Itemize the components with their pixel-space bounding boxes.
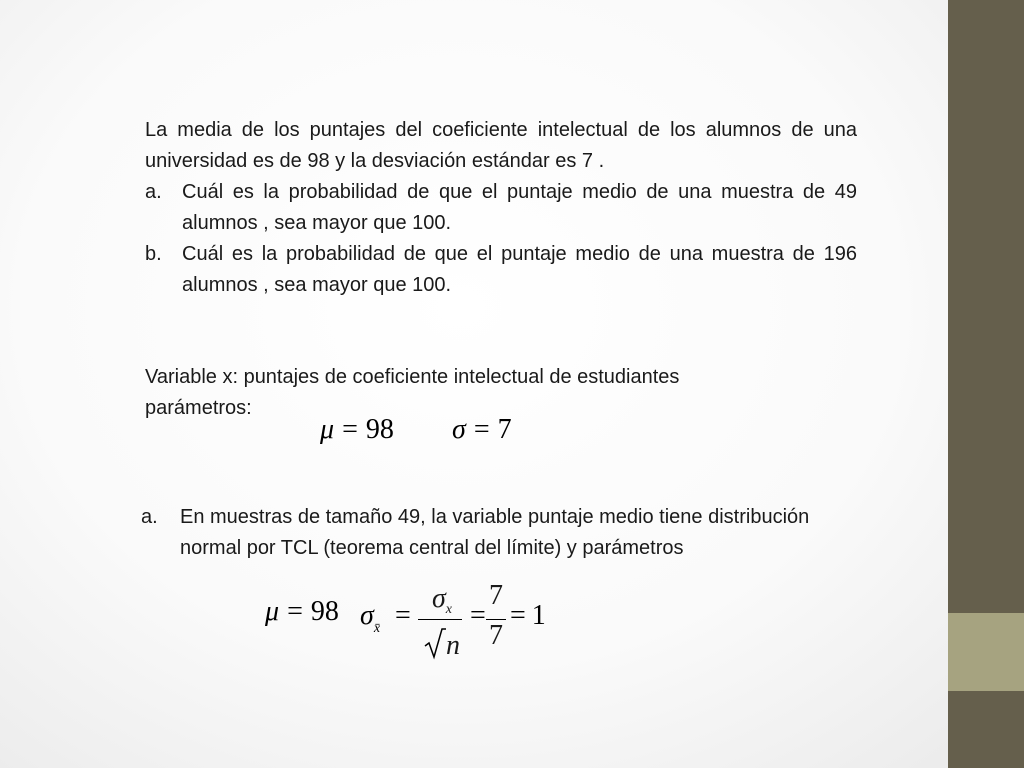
question-item bbox=[145, 239, 857, 301]
sigma-symbol: σ bbox=[431, 583, 446, 614]
fraction-bar bbox=[418, 619, 462, 620]
sigma-symbol: σ bbox=[360, 600, 374, 631]
equals-sign: = bbox=[473, 414, 490, 445]
variable-line: Variable x: puntajes de coeficiente intelectual de estudiantes bbox=[145, 366, 680, 388]
equals-sign: = bbox=[395, 600, 411, 631]
formula-sigma-xbar bbox=[360, 600, 381, 636]
fraction-numerator: 7 bbox=[489, 580, 503, 611]
denominator-n: n bbox=[446, 630, 460, 661]
problem-statement bbox=[145, 115, 857, 301]
list-marker: a. bbox=[145, 181, 162, 203]
question-list bbox=[145, 177, 857, 301]
mu-symbol: μ bbox=[320, 414, 335, 445]
equals-sign: = bbox=[470, 600, 486, 631]
fraction-denominator: 7 bbox=[489, 620, 503, 651]
side-bar-accent bbox=[948, 613, 1024, 691]
answer-text: En muestras de tamaño 49, la variable puntaje medio tiene distribución normal por TCL (teorema central del límite) y parámetros bbox=[180, 506, 810, 559]
sigma-symbol: σ bbox=[452, 414, 466, 445]
formula-result bbox=[510, 600, 546, 632]
fraction-numerator bbox=[418, 583, 466, 615]
formula-mu bbox=[265, 596, 339, 628]
list-marker: a. bbox=[141, 506, 158, 528]
problem-intro: La media de los puntajes del coeficiente intelectual de los alumnos de una universidad es de 98 y la desviación estándar es 7 . bbox=[145, 119, 857, 172]
mu-parameter bbox=[320, 414, 394, 446]
mu-value: 98 bbox=[365, 414, 394, 445]
answer-section bbox=[141, 502, 841, 564]
mu-symbol: μ bbox=[265, 596, 280, 627]
list-marker: b. bbox=[145, 243, 162, 265]
parameters-label: parámetros: bbox=[145, 397, 252, 419]
numerator-subscript: x bbox=[445, 602, 453, 617]
equals-sign: = bbox=[287, 596, 303, 627]
question-item bbox=[145, 177, 857, 239]
answer-item bbox=[141, 502, 841, 564]
sqrt-icon bbox=[424, 628, 446, 660]
answer-list bbox=[141, 502, 841, 564]
question-text: Cuál es la probabilidad de que el puntaje medio de una muestra de 49 alumnos , sea mayor que 100. bbox=[182, 181, 857, 234]
question-text: Cuál es la probabilidad de que el puntaje medio de una muestra de 196 alumnos , sea mayor que 100. bbox=[182, 243, 857, 296]
mu-value: 98 bbox=[310, 596, 339, 627]
sigma-value: 7 bbox=[497, 414, 512, 445]
sigma-parameter bbox=[452, 414, 512, 446]
equals-sign: = bbox=[342, 414, 358, 445]
sigma-subscript: x̄ bbox=[373, 621, 381, 636]
fraction-denominator bbox=[418, 622, 466, 662]
result-value: 1 bbox=[531, 600, 546, 631]
equals-sign: = bbox=[510, 600, 526, 631]
